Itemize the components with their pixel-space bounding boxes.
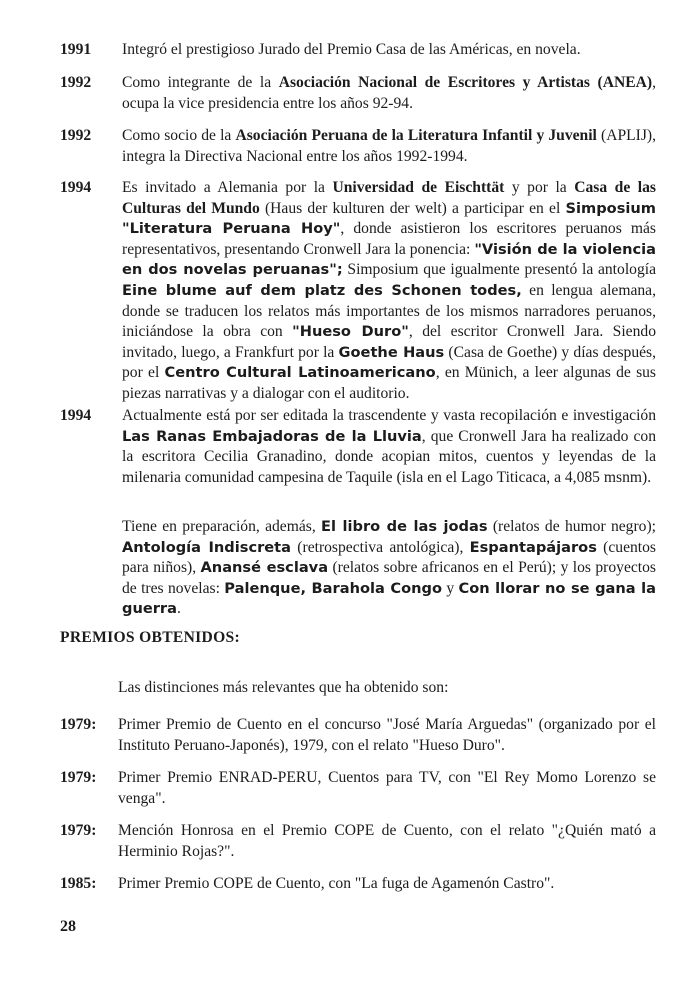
event-name: Simposium "Literatura Peruana Hoy" <box>122 199 656 238</box>
entry-text-segment: Es invitado a Alemania por la <box>122 179 333 196</box>
entry-year: 1992 <box>60 127 92 144</box>
entry-text-segment: Integró el prestigioso Jurado del Premio Casa de las Américas, en novela. <box>122 41 581 58</box>
page-number: 28 <box>60 918 76 935</box>
entry-text-segment: (APLIJ), integra la Directiva Nacional entre los años 1992-1994. <box>122 127 657 165</box>
entry-1992-anea <box>60 73 656 114</box>
institution-name: Goethe Haus <box>338 343 445 361</box>
book-title: Espantapájaros <box>469 538 597 556</box>
entry-text <box>122 73 656 114</box>
paragraph-segment: (retrospectiva antológica), <box>291 538 470 556</box>
entry-text-segment: , donde asistieron los escritores peruanos más representativos, presentando Cronwell Jara la ponencia: <box>122 220 656 258</box>
award-item <box>60 768 656 809</box>
organization-name: Asociación Nacional de Escritores y Artistas (ANEA) <box>278 74 653 91</box>
award-year: 1979: <box>60 822 97 839</box>
entry-text-segment: y por la <box>504 179 575 196</box>
award-text: Mención Honrosa en el Premio COPE de Cuento, con el relato "¿Quién mató a Herminio Rojas?". <box>118 822 656 860</box>
institution-name: Centro Cultural Latinoamericano <box>164 364 436 382</box>
story-title: "Hueso Duro" <box>292 323 409 341</box>
award-item <box>60 821 656 862</box>
book-title: El libro de las jodas <box>321 518 488 535</box>
entry-1991-jury <box>60 40 656 61</box>
entry-text <box>122 178 656 405</box>
award-text: Primer Premio de Cuento en el concurso "José María Arguedas" (organizado por el Instituto Peruano-Japonés), 1979, con el relato "Hueso Duro". <box>118 716 656 754</box>
entry-text-segment: , ocupa la vice presidencia entre los años 92-94. <box>122 74 656 112</box>
award-year: 1979: <box>60 769 97 786</box>
entry-1994-ranas <box>60 406 656 488</box>
entry-text <box>122 40 656 61</box>
preparation-paragraph <box>122 517 656 620</box>
lecture-title: "Visión de la violencia en dos novelas peruanas"; <box>122 240 656 279</box>
paragraph-segment: Tiene en preparación, además, <box>122 518 322 535</box>
awards-heading: PREMIOS OBTENIDOS: <box>60 629 240 646</box>
entry-text <box>122 126 656 167</box>
entry-year: 1994 <box>60 179 92 196</box>
entry-text-segment: Como integrante de la <box>122 74 279 91</box>
novel-titles: Palenque, Barahola Congo <box>224 579 442 597</box>
paragraph-segment: (relatos sobre africanos en el Perú); y los proyectos de tres novelas: <box>122 559 656 597</box>
award-text: Primer Premio ENRAD-PERU, Cuentos para TV, con "El Rey Momo Lorenzo se venga". <box>118 769 656 807</box>
paragraph-segment: . <box>176 600 181 618</box>
book-title: Anansé esclava <box>200 559 329 577</box>
entry-text-segment: Como socio de la <box>122 127 236 144</box>
award-year: 1979: <box>60 716 97 733</box>
institution-name: Universidad de Eischttät <box>332 179 505 196</box>
award-year: 1985: <box>60 875 97 892</box>
paragraph-segment: y <box>441 579 459 597</box>
entry-text-segment: Actualmente está por ser editada la trascendente y vasta recopilación e investigación <box>122 407 656 424</box>
entry-year: 1994 <box>60 407 92 424</box>
entry-text-segment: , en Münich, a leer algunas de sus piezas narrativas y a dialogar con el auditorio. <box>122 364 656 402</box>
entry-text-segment: (Haus der kulturen der welt) a participar en el <box>259 199 566 217</box>
entry-1992-aplij <box>60 126 656 167</box>
award-item <box>60 874 656 895</box>
entry-text-segment: , del escritor Cronwell Jara. Siendo invitado, luego, a Frankfurt por la <box>122 323 656 361</box>
entry-text-segment: en lengua alemana, donde se traducen los relatos más importantes de los mismos narradores peruanos, iniciándose la obra con <box>122 281 656 341</box>
award-item <box>60 715 656 756</box>
paragraph-segment: (cuentos para niños), <box>122 538 656 577</box>
entry-1994-germany <box>60 178 656 405</box>
entry-text-segment: , que Cronwell Jara ha realizado con la escritora Cecilia Granadino, donde acopian mitos, cuentos y leyendas de la milenaria comunidad campesina de Taquile (isla en el Lago Titicaca, a 4,085 msnm). <box>122 427 656 486</box>
awards-intro: Las distinciones más relevantes que ha obtenido son: <box>118 679 449 696</box>
entry-text-segment: Simposium que igualmente presentó la antología <box>342 261 656 279</box>
award-text: Primer Premio COPE de Cuento, con "La fuga de Agamenón Castro". <box>118 875 555 892</box>
organization-name: Asociación Peruana de la Literatura Infantil y Juvenil <box>235 127 597 144</box>
paragraph-segment: (relatos de humor negro); <box>487 518 656 535</box>
institution-name: Casa de las Culturas del Mundo <box>122 179 656 217</box>
entry-year: 1992 <box>60 74 92 91</box>
anthology-title: Eine blume auf dem platz des Schonen todes, <box>122 281 522 299</box>
novel-title: Con llorar no se gana la guerra <box>122 579 657 618</box>
book-title: Las Ranas Embajadoras de la Lluvia <box>122 427 422 445</box>
book-title: Antología Indiscreta <box>122 538 292 556</box>
entry-year: 1991 <box>60 41 92 58</box>
entry-text-segment: (Casa de Goethe) y días después, por el <box>122 343 657 382</box>
entry-text <box>122 406 656 488</box>
